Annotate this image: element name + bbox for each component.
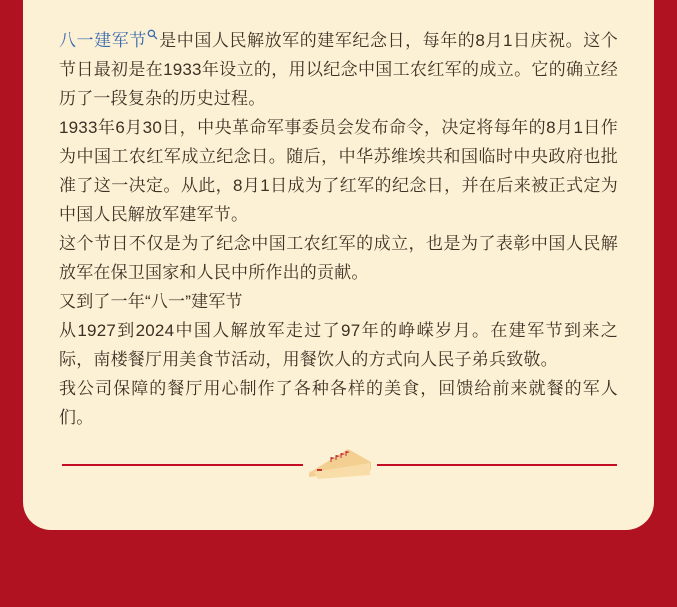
- paragraph-1-text: 是中国人民解放军的建军纪念日，每年的8月1日庆祝。这个节日最初是在1933年设立的，用以纪念中国工农红军的成立。它的确立经历了一段复杂的历史过程。: [59, 31, 618, 108]
- paragraph-5: 从1927到2024中国人解放军走过了97年的峥嵘岁月。在建军节到来之际，南楼餐厅用美食节活动，用餐饮人的方式向人民子弟兵致敬。: [59, 321, 618, 369]
- paragraph-6: 我公司保障的餐厅用心制作了各种各样的美食，回馈给前来就餐的军人们。: [59, 379, 618, 427]
- divider-line-left: [62, 464, 303, 465]
- paragraph-2: 1933年6月30日，中央革命军事委员会发布命令，决定将每年的8月1日作为中国工农红军成立纪念日。随后，中华苏维埃共和国临时中央政府也批准了这一决定。从此，8月1日成为了红军的纪念日，并在后来被正式定为中国人民解放军建军节。: [59, 118, 618, 224]
- article-body: [23, 0, 654, 432]
- search-icon[interactable]: [147, 29, 158, 40]
- entity-link[interactable]: 八一建军节: [59, 31, 147, 50]
- divider-line-right: [377, 464, 618, 465]
- paragraph-3: 这个节日不仅是为了纪念中国工农红军的成立，也是为了表彰中国人民解放军在保卫国家和人民中所作出的贡献。: [59, 234, 618, 282]
- content-card: [23, 0, 654, 530]
- paragraph-4: 又到了一年“八一”建军节: [59, 292, 243, 311]
- section-divider: [62, 448, 617, 482]
- tiananmen-icon: [308, 446, 372, 485]
- paragraph-1: [59, 26, 618, 113]
